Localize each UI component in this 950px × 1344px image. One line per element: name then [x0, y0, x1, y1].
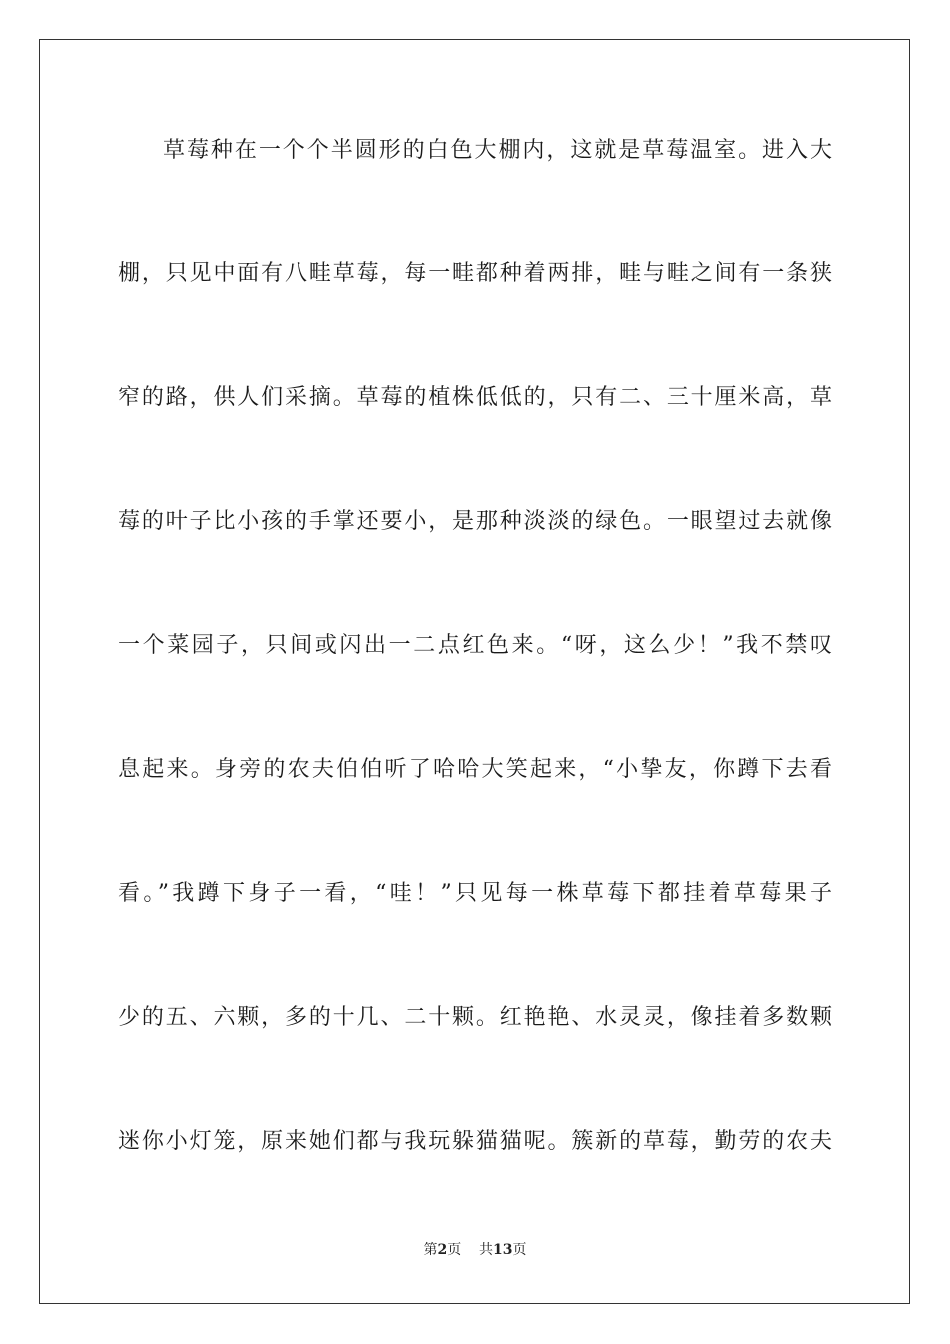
- total-prefix: 共: [479, 1242, 494, 1258]
- paragraph-line-9: 迷你小灯笼，原来她们都与我玩躲猫猫呢。簇新的草莓，勤劳的农夫: [118, 1129, 832, 1154]
- paragraph-line-3: 窄的路，供人们采摘。草莓的植株低低的，只有二、三十厘米高，草: [118, 385, 832, 410]
- total-suffix: 页: [512, 1242, 527, 1258]
- paragraph-line-2: 棚，只见中面有八畦草莓，每一畦都种着两排，畦与畦之间有一条狭: [118, 261, 832, 286]
- paragraph-line-7: 看。”我蹲下身子一看，“哇！”只见每一株草莓下都挂着草莓果子: [118, 881, 832, 906]
- paragraph-line-8: 少的五、六颗，多的十几、二十颗。红艳艳、水灵灵，像挂着多数颗: [118, 1005, 832, 1030]
- paragraph-line-5: 一个菜园子，只间或闪出一二点红色来。“呀，这么少！”我不禁叹: [118, 633, 832, 658]
- page-prefix: 第: [423, 1242, 438, 1258]
- page-suffix: 页: [447, 1242, 462, 1258]
- total-pages: [479, 1240, 526, 1260]
- page-footer: [0, 1240, 950, 1260]
- page-number: [423, 1240, 461, 1260]
- page-border: [39, 39, 910, 1304]
- current-page: 2: [437, 1242, 448, 1258]
- total-pages-count: 13: [493, 1242, 513, 1258]
- paragraph-line-6: 息起来。身旁的农夫伯伯听了哈哈大笑起来，“小挚友，你蹲下去看: [118, 757, 832, 782]
- paragraph-line-1: 草莓种在一个个半圆形的白色大棚内，这就是草莓温室。进入大: [163, 138, 832, 163]
- paragraph-line-4: 莓的叶子比小孩的手掌还要小，是那种淡淡的绿色。一眼望过去就像: [118, 509, 832, 534]
